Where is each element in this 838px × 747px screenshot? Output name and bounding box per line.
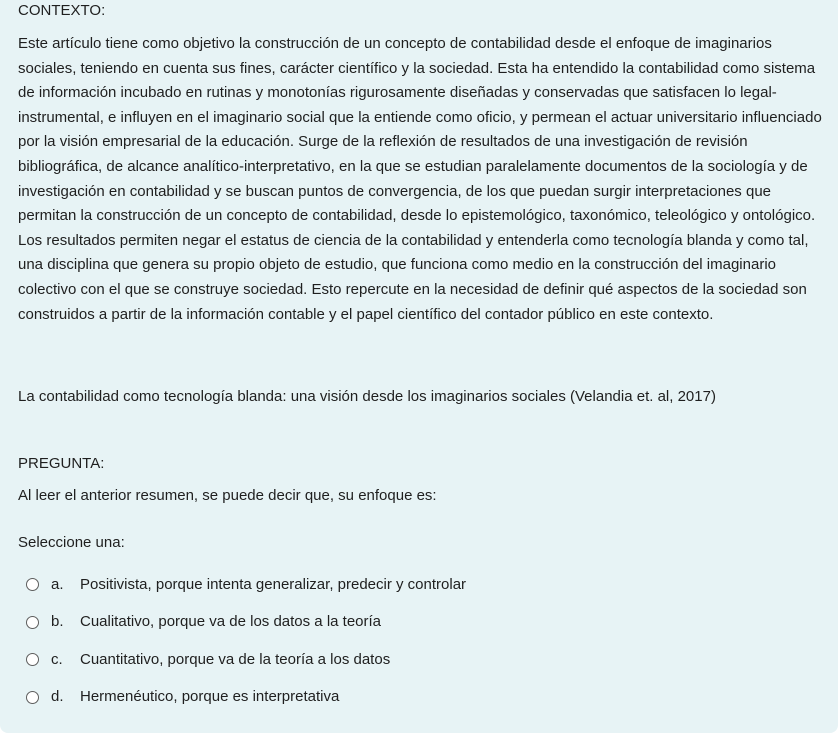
radio-button-b[interactable] <box>26 616 39 629</box>
answer-option-d[interactable] <box>24 679 804 717</box>
option-text: Cualitativo, porque va de los datos a la teoría <box>80 613 382 631</box>
radio-button-c[interactable] <box>26 653 39 666</box>
answer-option-b[interactable] <box>24 604 804 642</box>
radio-button-a[interactable] <box>26 578 39 591</box>
option-letter: b. <box>51 613 64 631</box>
question-text: Al leer el anterior resumen, se puede decir que, su enfoque es: <box>18 487 437 504</box>
context-citation: La contabilidad como tecnología blanda: una visión desde los imaginarios sociales (Velandia et. al, 2017) <box>18 388 716 405</box>
answer-option-c[interactable] <box>24 641 804 679</box>
option-text: Hermenéutico, porque es interpretativa <box>80 688 340 706</box>
option-letter: a. <box>51 575 64 593</box>
select-one-label: Seleccione una: <box>18 534 125 551</box>
option-text: Positivista, porque intenta generalizar, predecir y controlar <box>80 575 467 593</box>
option-letter: d. <box>51 688 64 706</box>
context-title: CONTEXTO: <box>18 2 106 19</box>
answer-option-a[interactable] <box>24 566 804 604</box>
option-text: Cuantitativo, porque va de la teoría a los datos <box>80 650 391 668</box>
option-letter: c. <box>51 650 63 668</box>
answer-options <box>24 566 804 716</box>
context-paragraph: Este artículo tiene como objetivo la construcción de un concepto de contabilidad desde el enfoque de imaginarios sociales, teniendo en cuenta sus fines, carácter científico y la sociedad. Esta ha entendido la contabilidad como sistema de información incubado en rutinas y monotonías rigurosamente diseñadas y conservadas que satisfacen lo legal-instrumental, e influyen en el imaginario social que la entiende como oficio, y permean el actuar universitario influenciado por la visión empresarial de la educación. Surge de la reflexión de resultados de una investigación de revisión bibliográfica, de alcance analítico-interpretativo, en la que se estudian paralelamente documentos de la sociología y de investigación en contabilidad y se buscan puntos de convergencia, de los que puedan surgir interpretaciones que permitan la construcción de un concepto de contabilidad, desde lo epistemológico, taxonómico, teleológico y ontológico. Los resultados permiten negar el estatus de ciencia de la contabilidad y entenderla como tecnología blanda y como tal, una disciplina que genera su propio objeto de estudio, que funciona como medio en la construcción del imaginario colectivo con el que se construye sociedad. Esto repercute en la necesidad de definir qué aspectos de la sociedad son construidos a partir de la información contable y el papel científico del contador público en este contexto. <box>18 35 822 323</box>
radio-button-d[interactable] <box>26 691 39 704</box>
question-title: PREGUNTA: <box>18 455 105 472</box>
